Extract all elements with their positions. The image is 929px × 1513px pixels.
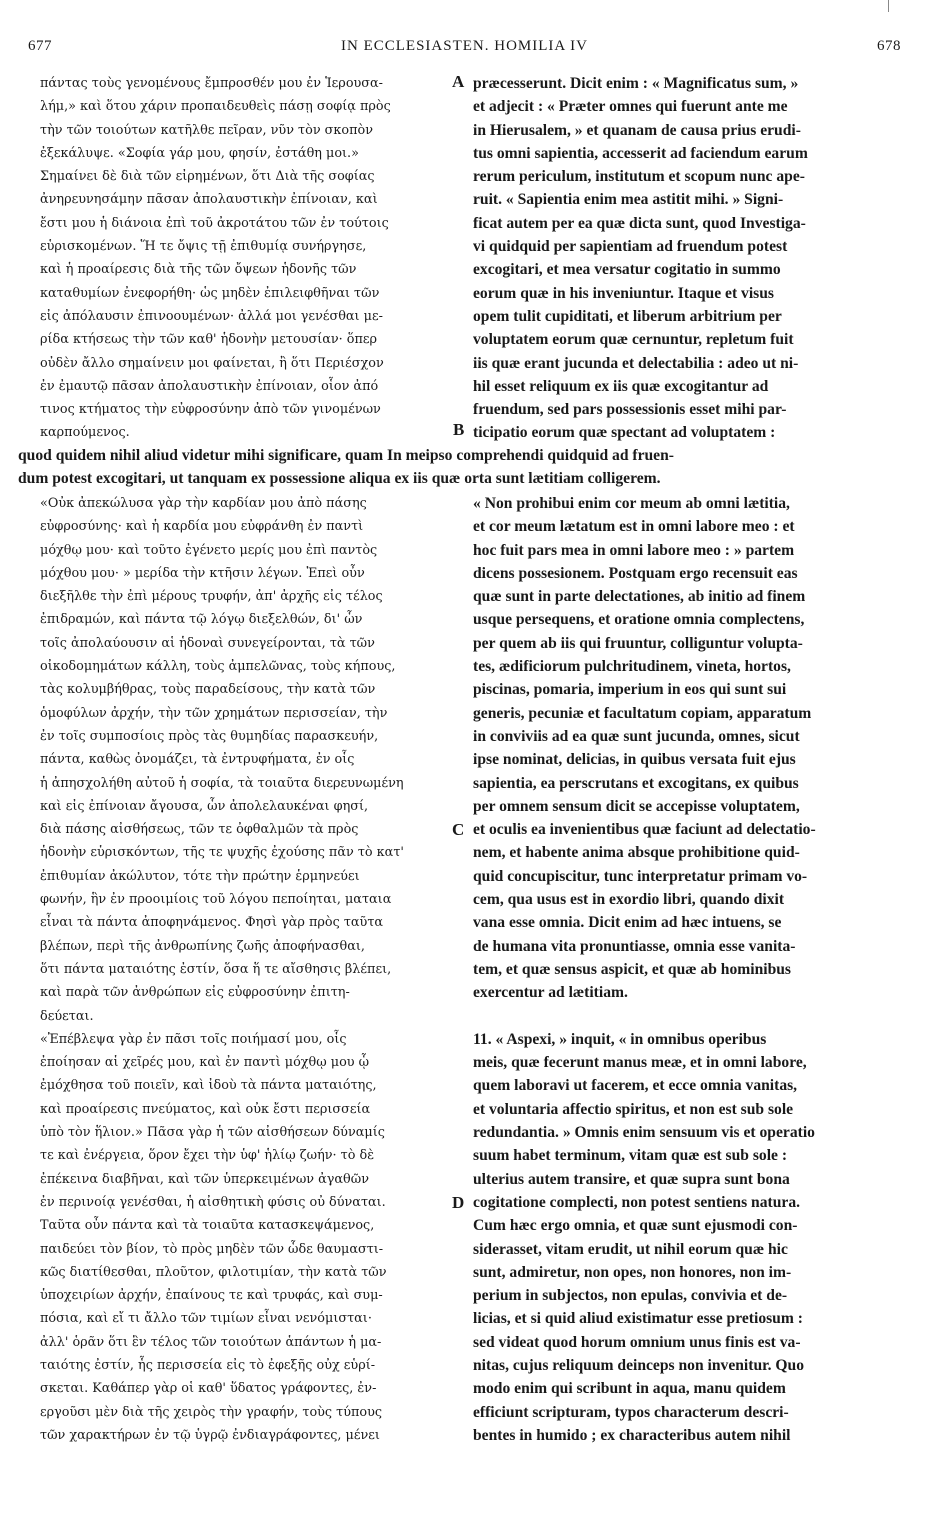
greek-text-line: εἶναι τὰ πάντα ἀποφηνάμενος. Φησὶ γὰρ πρὸς ταῦτα — [40, 915, 384, 931]
latin-text-line: tes, ædificiorum pulchritudinem, vineta, hortos, — [473, 658, 791, 676]
greek-text-line: ἐξεκάλυψε. «Σοφία γάρ μου, φησίν, ἐστάθη μοι.» — [40, 145, 359, 161]
greek-text-line: καὶ ἡ προαίρεσις διὰ τῆς τῶν ὄψεων ἡδονῆς τῶν — [40, 262, 357, 278]
greek-text-line: μόχθῳ μου· καὶ τοῦτο ἐγένετο μερίς μου ἐπὶ παντὸς — [40, 542, 378, 558]
latin-text-line: quæ sunt in parte delectationes, ab initio ad finem — [473, 588, 806, 606]
page-header — [28, 38, 901, 60]
greek-text-line: ἐποίησαν αἱ χεῖρές μου, καὶ ἐν παντὶ μόχθῳ μου ᾧ — [40, 1055, 370, 1071]
latin-text-line: vi quidquid per sapientiam ad fruendum potest — [473, 238, 788, 256]
latin-text-line — [473, 1005, 903, 1028]
greek-text-line: εἰς ἀπόλαυσιν ἐπινοουμένων· ἀλλά μοι γενέσθαι με- — [40, 308, 383, 324]
greek-text-line: κῶς διατίθεσθαι, πλοῦτον, φιλοτιμίαν, τὴν κατὰ τῶν — [40, 1264, 387, 1280]
greek-text-line: τὰς κολυμβήθρας, τοὺς παραδείσους, τὴν κατὰ τῶν — [40, 682, 376, 698]
latin-text-line: ipse nominat, delicias, in quibus versata fuit ejus — [473, 751, 796, 769]
greek-text-line: πόσια, καὶ εἴ τι ἄλλο τῶν τιμίων εἶναι νενόμισται· — [40, 1311, 372, 1327]
greek-text-line: εργοῦσι μὲν διὰ τῆς χειρὸς τὴν γραφήν, τοὺς τύπους — [40, 1404, 383, 1420]
greek-text-line: καὶ προαίρεσις πνεύματος, καὶ οὐκ ἔστι περισσεία — [40, 1101, 371, 1117]
greek-text-line: τε καὶ ἐνέργεια, ὅρον ἔχει τὴν ὑφ' ἡλίῳ ζωήν· τὸ δὲ — [40, 1148, 375, 1164]
greek-text-line: δεύεται. — [40, 1008, 94, 1024]
latin-text-line: excogitari, et mea versatur cogitatio in summo — [473, 261, 781, 279]
latin-text-line: generis, pecuniæ et facultatum copiam, apparatum — [473, 704, 812, 722]
latin-text-line: nem, et habente anima absque prohibitione quid- — [473, 844, 800, 862]
latin-text-line: quod quidem nihil aliud videtur mihi significare, quam In meipso comprehendi quidquid ad fruen- — [18, 447, 674, 464]
greek-column-bottom — [40, 492, 450, 1447]
greek-text-line: εὐφροσύνης· καὶ ἡ καρδία μου εὐφράνθη ἐν παντὶ — [40, 519, 364, 535]
greek-text-line: «Ἐπέβλεψα γὰρ ἐν πᾶσι τοῖς ποιήμασί μου, οἷς — [40, 1031, 347, 1047]
greek-text-line: διὰ πάσης αἰσθήσεως, τῶν τε ὀφθαλμῶν τὰ πρὸς — [40, 822, 359, 838]
latin-text-line: 11. « Aspexi, » inquit, « in omnibus operibus — [473, 1030, 767, 1048]
latin-text-line: eorum quæ in his inveniuntur. Itaque et visus — [473, 284, 774, 302]
greek-text-line: πάντα, καθὼς ὀνομάζει, τὰ ἐντρυφήματα, ἐν οἷς — [40, 752, 355, 768]
greek-text-line: ἡδονὴν εὑρισκόντων, τῆς τε ψυχῆς ἐχούσης πᾶν τὸ κατ' — [40, 845, 404, 861]
greek-text-line: ὅτι πάντα ματαιότης ἐστίν, ὅσα ἥ τε αἴσθησις βλέπει, — [40, 961, 392, 977]
greek-text-line: διεξῆλθε τὴν ἐπὶ μέρους τρυφήν, ἀπ' ἀρχῆς εἰς τέλος — [40, 589, 383, 605]
greek-text-line: ἡ ἀπησχολήθη αὐτοῦ ἡ σοφία, τὰ τοιαῦτα διερευνωμένη — [40, 775, 404, 791]
latin-text-line: ficat autem per ea quæ dicta sunt, quod Investiga- — [473, 214, 806, 232]
greek-text-line: σκεται. Καθάπερ γὰρ οἱ καθ' ὕδατος γράφοντες, ἐν- — [40, 1381, 377, 1397]
greek-text-line: φωνήν, ἣν ἐν προοιμίοις τοῦ λόγου πεποίηται, ματαια — [40, 892, 392, 908]
latin-text-line: et adjecit : « Præter omnes qui fuerunt ante me — [473, 98, 788, 116]
latin-text-line: suum habet terminum, vitam quæ est sub sole : — [473, 1147, 788, 1165]
latin-text-line: rerum periculum, institutum et scopum nunc ape- — [473, 168, 805, 186]
greek-text-line: οἰκοδομημάτων κάλλη, τοὺς ἀμπελῶνας, τοὺς κήπους, — [40, 659, 396, 675]
greek-text-line: τὴν τῶν τοιούτων κατῆλθε πεῖραν, νῦν τὸν σκοπὸν — [40, 122, 374, 138]
latin-text-line: hil esset reliquum ex iis quæ excogitantur ad — [473, 377, 769, 395]
greek-text-line: Ταῦτα οὖν πάντα καὶ τὰ τοιαῦτα κατασκεψάμενος, — [40, 1218, 375, 1234]
latin-text-line: per quem ab iis qui fruuntur, colliguntur volupta- — [473, 634, 803, 652]
latin-text-line: cem, qua usus est in exordio libri, quando dixit — [473, 891, 785, 909]
greek-text-line: μόχθου μου· » μερίδα τὴν κτῆσιν λέγων. Ἐπεὶ οὖν — [40, 565, 365, 581]
latin-text-line: Cum hæc ergo omnia, et quæ sunt ejusmodi con- — [473, 1217, 798, 1235]
latin-text-line: et cor meum lætatum est in omni labore meo : et — [473, 518, 795, 536]
greek-text-line: καὶ παρὰ τῶν ἀνθρώπων εἰς εὐφροσύνην ἐπιτη- — [40, 985, 350, 1001]
latin-text-line: tem, et quæ sensus aspicit, et quæ ab hominibus — [473, 960, 791, 978]
latin-text-line: quem laboravi ut facerem, et ecce omnia vanitas, — [473, 1077, 798, 1095]
latin-text-line: fruendum, sed pars possessionis esset mihi par- — [473, 401, 787, 419]
latin-text-line: de humana vita pronuntiasse, omnia esse vanita- — [473, 937, 796, 955]
latin-text-line: meis, quæ fecerunt manus meæ, et in omni labore, — [473, 1054, 807, 1072]
latin-text-line: redundantia. » Omnis enim sensuum vis et operatio — [473, 1124, 815, 1142]
greek-text-line: ἐν περινοίᾳ γενέσθαι, ἡ αἰσθητικὴ φύσις οὐ δύναται. — [40, 1194, 386, 1210]
latin-text-line: ticipatio eorum quæ spectant ad voluptatem : — [473, 424, 776, 442]
top-tick-mark — [888, 0, 889, 12]
latin-text-line: dum potest excogitari, ut tanquam ex possessione aliqua ex iis quæ orta sunt lætitiam colligerem. — [18, 470, 661, 488]
latin-text-line: siderasset, vitam erudit, ut nihil eorum quæ hic — [473, 1240, 788, 1258]
latin-text-line: per omnem sensum dicit se accepisse voluptatem, — [473, 797, 800, 815]
greek-text-line: τοῖς ἀπολαύουσιν αἱ ἡδοναὶ συνεγείρονται, τὰ τῶν — [40, 635, 375, 651]
greek-text-line: οὐδὲν ἄλλο σημαίνειν μοι φαίνεται, ἢ ὅτι Περιέσχον — [40, 355, 384, 371]
greek-text-line: πάντας τοὺς γενομένους ἔμπροσθέν μου ἐν Ἱερουσα- — [40, 76, 384, 91]
greek-text-line: ταιότης ἐστίν, ἧς περισσεία εἰς τὸ ἐφεξῆς οὐχ εὑρί- — [40, 1357, 376, 1373]
latin-text-line: nitas, cujus reliquum deinceps non invenitur. Quo — [473, 1356, 805, 1374]
latin-text-line: ulterius autem transire, et quæ supra sunt bona — [473, 1170, 790, 1188]
greek-text-line: ἀνηρευνησάμην πᾶσαν ἀπολαυστικὴν ἐπίνοιαν, καὶ — [40, 192, 378, 208]
latin-text-line: tus omni sapientia, accesserit ad faciendum earum — [473, 144, 808, 162]
page-number-right: 678 — [877, 38, 901, 54]
greek-text-line: λήμ,» καὶ ὅτου χάριν προπαιδευθεὶς πάσῃ σοφίᾳ πρὸς — [40, 99, 391, 115]
greek-text-line: τινος κτήματος τὴν εὐφροσύνην ἀπὸ τῶν γινομένων — [40, 402, 381, 418]
greek-text-line: Σημαίνει δὲ διὰ τῶν εἰρημένων, ὅτι Διὰ τῆς σοφίας — [40, 169, 375, 185]
latin-text-line: usque persequens, et oratione omnia complectens, — [473, 611, 805, 629]
greek-text-line: τῶν χαρακτήρων ἐν τῷ ὑγρῷ ἐνδιαγράφοντες, μένει — [40, 1427, 380, 1443]
greek-text-line: ὑπὸ τὸν ἥλιον.» Πᾶσα γὰρ ἡ τῶν αἰσθήσεων δύναμίς — [40, 1125, 385, 1141]
latin-text-line: voluptatem eorum quæ cernuntur, repletum fuit — [473, 331, 794, 349]
greek-text-line: εὑρισκομένων. Ἥ τε ὄψις τῇ ἐπιθυμίᾳ συνήργησε, — [40, 239, 367, 255]
latin-text-line: opem tulit cupiditati, et liberum arbitrium per — [473, 307, 782, 325]
section-marker-a: A — [452, 72, 465, 91]
latin-text-line: ruit. « Sapientia enim mea astitit mihi. » Signi- — [473, 191, 784, 209]
latin-text-line: præcesserunt. Dicit enim : « Magnificatus sum, » — [473, 75, 799, 92]
greek-text-line: ρίδα κτήσεως τὴν τῶν καθ' ἡδονὴν μετουσίαν· ὅπερ — [40, 332, 378, 348]
latin-text-line: efficiunt scripturam, typos characterum descri- — [473, 1403, 789, 1421]
greek-text-line: ἔστι μου ἡ διάνοια ἐπὶ τοῦ ἀκροτάτου τῶν ἐν τούτοις — [40, 215, 389, 231]
greek-column-top — [40, 72, 450, 445]
latin-text-line: cogitatione complecti, non potest sentiens natura. — [473, 1193, 801, 1211]
latin-text-line: sunt, admiretur, non opes, non honores, non im- — [473, 1263, 792, 1281]
greek-text-line: καὶ εἰς ἐπίνοιαν ἄγουσα, ὧν ἀπολελαυκέναι φησί, — [40, 798, 369, 814]
latin-text-line: perium in subjectos, non epulas, convivia et de- — [473, 1287, 788, 1305]
running-title: IN ECCLESIASTEN. HOMILIA IV — [341, 38, 588, 54]
latin-text-line: modo enim qui scribunt in aqua, manu quidem — [473, 1380, 786, 1398]
greek-text-line: καταθυμίων ἐνεφορήθη· ὡς μηδὲν ἐπιλειφθῆναι τῶν — [40, 285, 380, 301]
greek-text-line: «Οὐκ ἀπεκώλυσα γὰρ τὴν καρδίαν μου ἀπὸ πάσης — [40, 496, 367, 511]
page-number-left: 677 — [28, 38, 52, 54]
latin-text-line: exercentur ad lætitiam. — [473, 984, 628, 1002]
latin-text-line: piscinas, pomaria, imperium in eos qui sunt sui — [473, 681, 787, 699]
section-marker-d: D — [452, 1193, 465, 1212]
latin-text-line: vana esse omnia. Dicit enim ad hæc intuens, se — [473, 914, 782, 932]
latin-text-line: hoc fuit pars mea in omni labore meo : » partem — [473, 541, 795, 559]
greek-text-line: ὑποχειρίων ἀρχήν, ἐπαίνους τε καὶ τρυφάς, καὶ συμ- — [40, 1288, 383, 1304]
latin-text-line: « Non prohibui enim cor meum ab omni lætitia, — [473, 495, 790, 512]
latin-text-line: quid concupiscitur, tunc interpretatur primam vo- — [473, 867, 808, 885]
section-marker-b: B — [453, 420, 465, 439]
latin-text-line: dicens possesionem. Postquam ergo recensuit eas — [473, 564, 798, 582]
latin-column-top — [473, 72, 903, 445]
latin-text-line: sed videat quod horum omnium unus finis est va- — [473, 1333, 801, 1351]
greek-text-line: ἐπιδραμών, καὶ πάντα τῷ λόγῳ διεξελθών, δι' ὧν — [40, 612, 363, 628]
greek-text-line: ὁμοφύλων ἀρχήν, τὴν τῶν χρημάτων περισσείαν, τὴν — [40, 705, 388, 721]
latin-text-line: sapientia, ea perscrutans et excogitans, ex quibus — [473, 774, 799, 792]
greek-text-line: καρπούμενος. — [40, 425, 130, 441]
latin-column-bottom — [473, 492, 903, 1447]
latin-text-line: bentes in humido ; ex characteribus autem nihil — [473, 1426, 791, 1444]
greek-text-line: ἐν τοῖς συμποσίοις πρὸς τὰς θυμηδίας παρασκευήν, — [40, 728, 379, 744]
greek-text-line: ἐμόχθησα τοῦ ποιεῖν, καὶ ἰδοὺ τὰ πάντα ματαιότης, — [40, 1078, 377, 1094]
full-width-latin-text — [18, 444, 898, 491]
greek-text-line: παιδεύει τὸν βίον, τὸ πρὸς μηδὲν τῶν ὧδε θαυμαστι- — [40, 1241, 384, 1257]
latin-text-line: et oculis ea invenientibus quæ faciunt ad delectatio- — [473, 821, 816, 839]
section-marker-c: C — [452, 820, 465, 839]
greek-text-line: ἐπιθυμίαν ἀκώλυτον, τότε τὴν πρώτην ἑρμηνεύει — [40, 868, 360, 884]
greek-text-line: ἐν ἐμαυτῷ πᾶσαν ἀπολαυστικὴν ἐπίνοιαν, οἷον ἀπό — [40, 378, 379, 394]
latin-text-line: in conviviis ad ea quæ sunt jucunda, omnes, sicut — [473, 727, 800, 745]
greek-text-line: βλέπων, περὶ τῆς ἀνθρωπίνης ζωῆς ἀποφήνασθαι, — [40, 938, 365, 954]
latin-text-line: in Hierusalem, » et quanam de causa prius erudi- — [473, 121, 801, 139]
greek-text-line: ἐπέκεινα διαβῆναι, καὶ τῶν ὑπερκειμένων ἀγαθῶν — [40, 1171, 369, 1187]
latin-text-line: et voluntaria affectio spiritus, et non est sub sole — [473, 1100, 794, 1118]
greek-text-line: ἀλλ' ὁρᾶν ὅτι ἓν τέλος τῶν τοιούτων ἁπάντων ἡ μα- — [40, 1334, 382, 1350]
latin-text-line: iis quæ erant jucunda et delectabilia : adeo ut ni- — [473, 354, 799, 372]
latin-text-line: licias, et si quid aliud existimatur esse pretiosum : — [473, 1310, 803, 1328]
